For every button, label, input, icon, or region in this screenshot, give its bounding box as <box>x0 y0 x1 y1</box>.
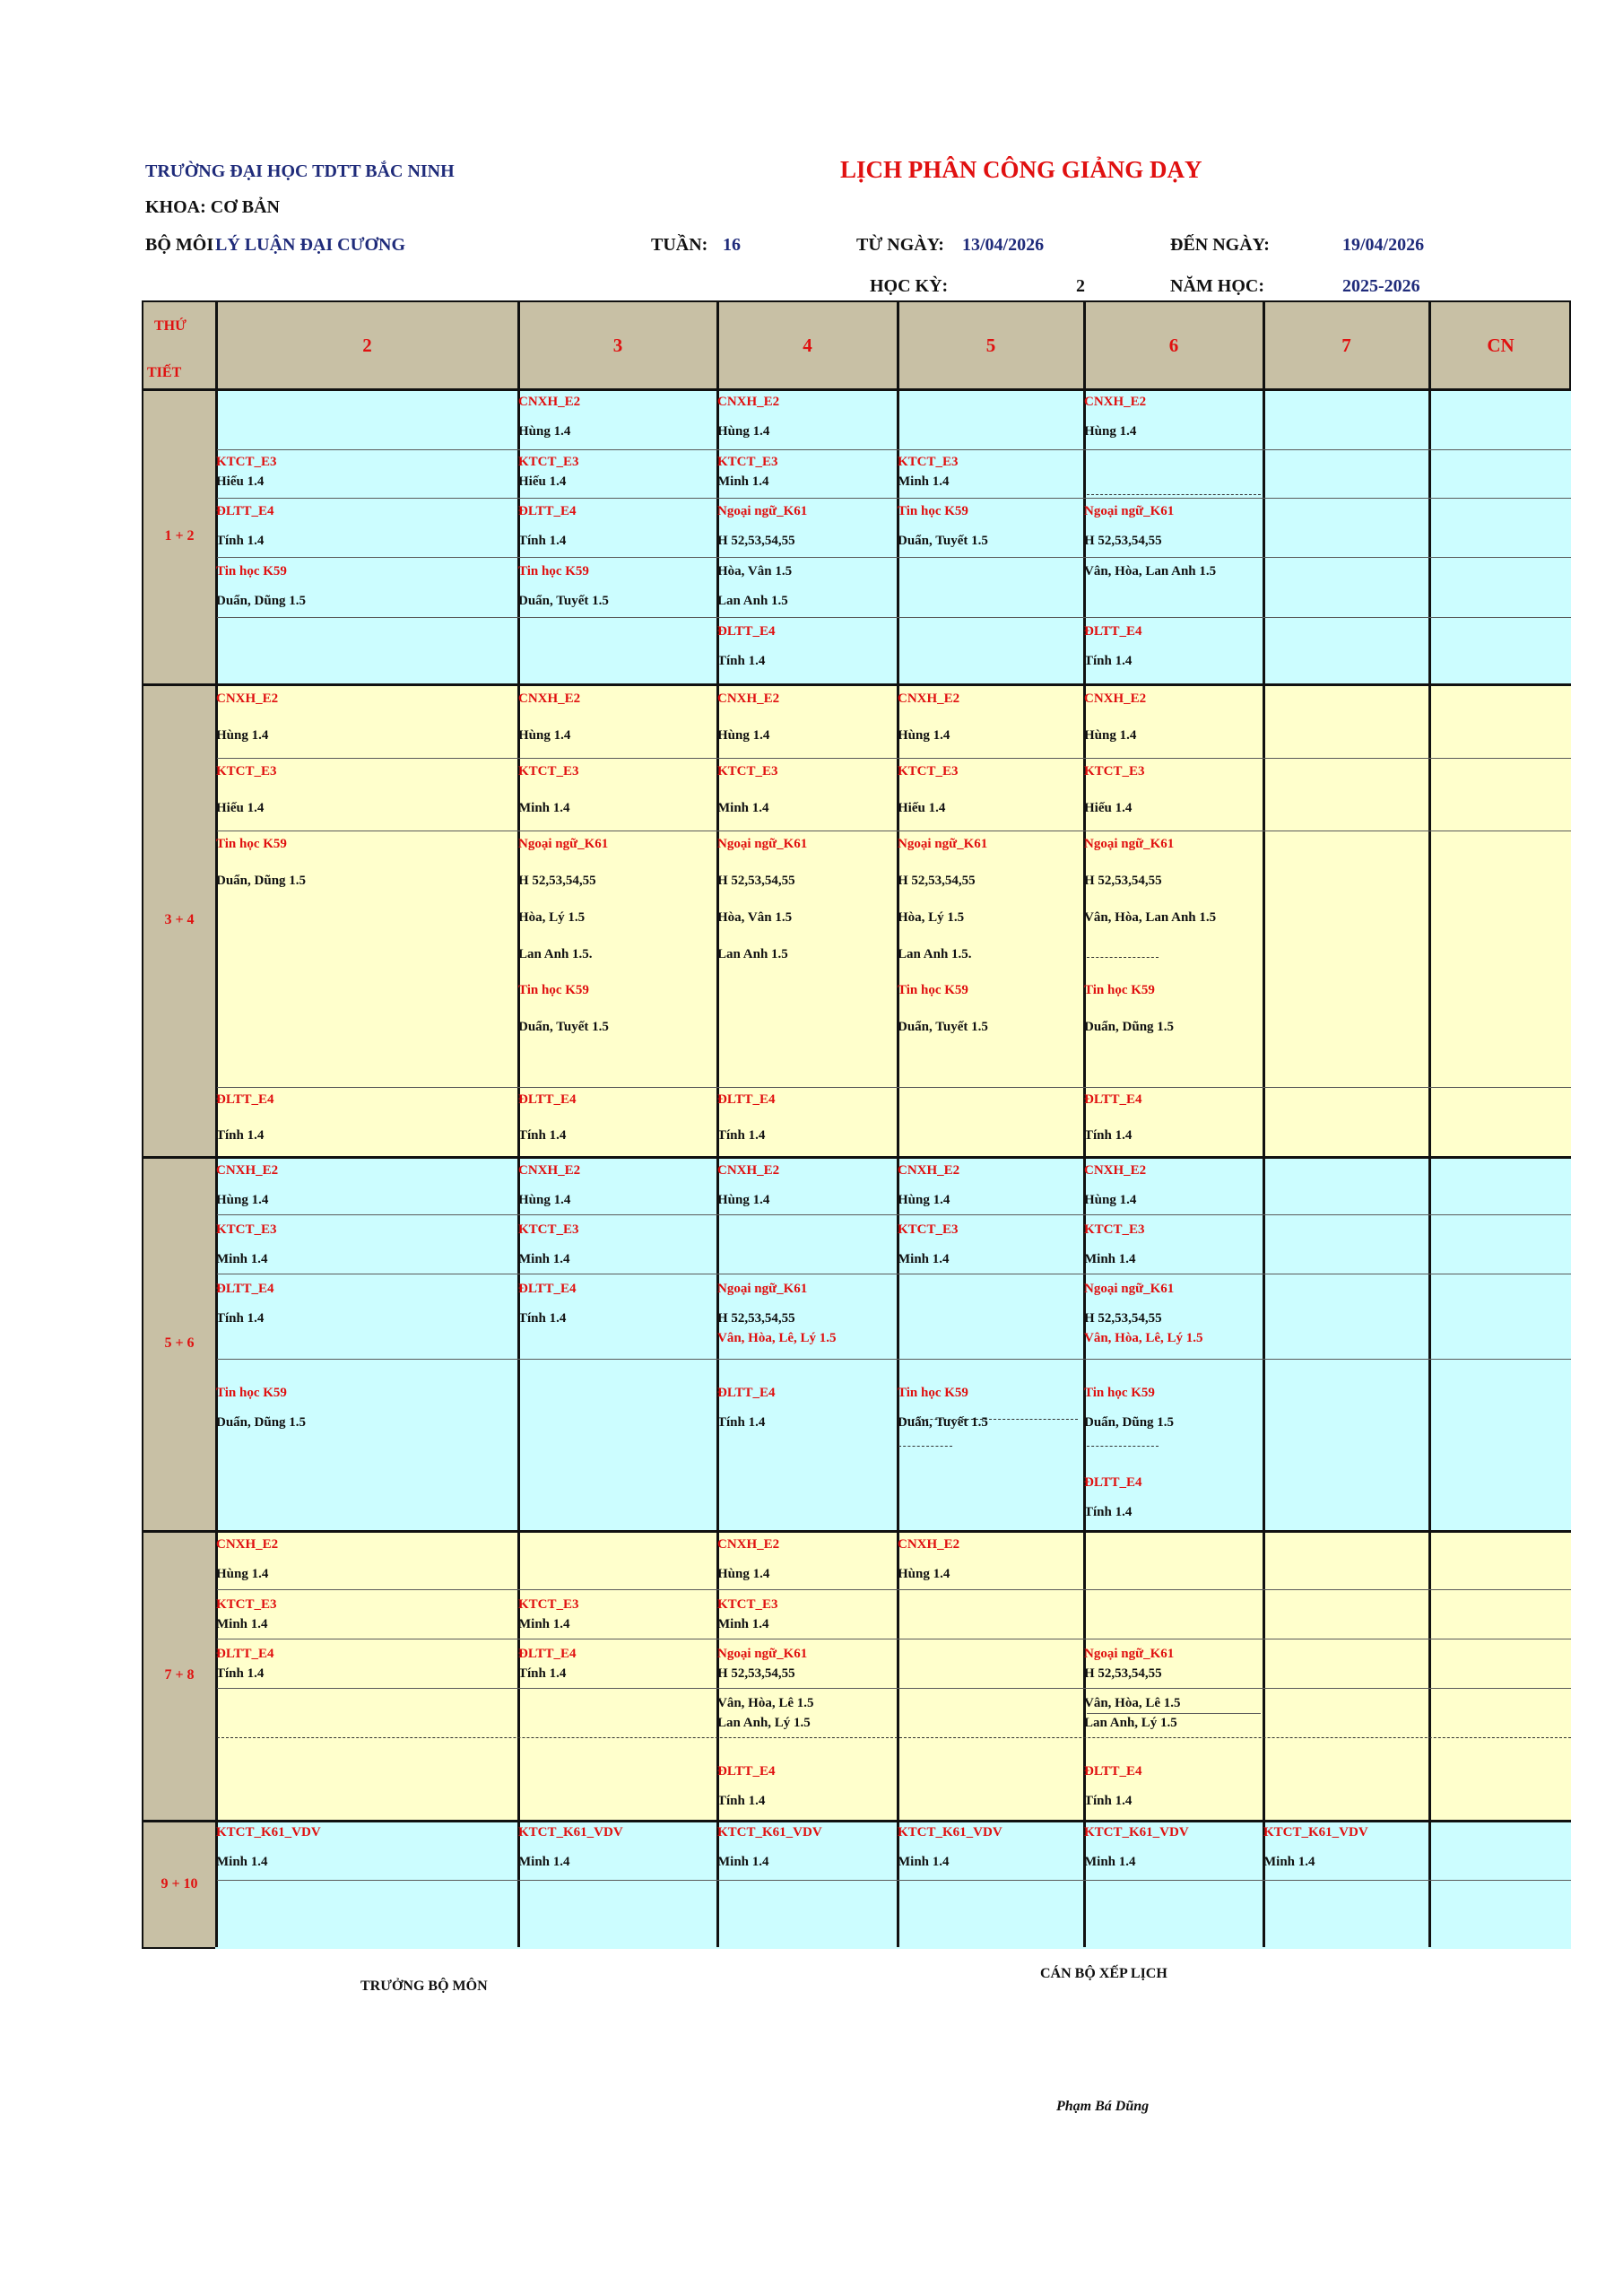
cell-text: KTCT_E3 <box>717 764 778 778</box>
cell-text: Hòa, Vân 1.5 <box>717 910 793 925</box>
cell-text: Ngoại ngữ_K61 <box>717 1282 808 1296</box>
cell-text: Hùng 1.4 <box>518 424 571 439</box>
cell-text: Duẩn, Tuyết 1.5 <box>518 1020 609 1034</box>
cell-text: Vân, Hòa, Lan Anh 1.5 <box>1084 564 1217 578</box>
cell-text: KTCT_E3 <box>717 1597 778 1612</box>
day-header-7: 7 <box>1341 334 1351 356</box>
cell-text: Minh 1.4 <box>216 1617 268 1631</box>
band-periods-1-2 <box>215 388 1571 683</box>
scheduler-label: CÁN BỘ XẾP LỊCH <box>1040 1966 1167 1981</box>
cell-text: Minh 1.4 <box>518 801 570 815</box>
cell-text: CNXH_E2 <box>518 395 581 409</box>
year-label: NĂM HỌC: <box>1170 276 1264 296</box>
cell-text: Hòa, Vân 1.5 <box>717 564 793 578</box>
cell-text: ĐLTT_E4 <box>1084 1764 1142 1779</box>
cell-text: Tin học K59 <box>518 564 589 578</box>
cell-text: ĐLTT_E4 <box>518 504 577 518</box>
cell-text: H 52,53,54,55 <box>1084 1311 1162 1326</box>
cell-text: Ngoại ngữ_K61 <box>1084 1647 1175 1661</box>
cell-text: Hiếu 1.4 <box>216 801 265 815</box>
cell-text: ĐLTT_E4 <box>518 1647 577 1661</box>
cell-text: Vân, Hòa, Lan Anh 1.5 <box>1084 910 1217 925</box>
cell-text: Hùng 1.4 <box>717 1567 770 1581</box>
cell-text: Minh 1.4 <box>518 1617 570 1631</box>
cell-text: KTCT_E3 <box>216 455 277 469</box>
schedule-table <box>142 300 1571 1949</box>
cell-text: ĐLTT_E4 <box>216 1282 274 1296</box>
cell-text: Tính 1.4 <box>216 1128 265 1143</box>
cell-text: Tính 1.4 <box>216 1666 265 1681</box>
band-periods-3-4 <box>215 683 1571 1156</box>
day-header-5: 5 <box>985 334 996 356</box>
day-header-cn: CN <box>1487 334 1515 356</box>
cell-text: Minh 1.4 <box>717 474 769 489</box>
cell-text: CNXH_E2 <box>216 1163 279 1178</box>
cell-text: Tính 1.4 <box>1084 1128 1133 1143</box>
cell-text: Duẩn, Tuyết 1.5 <box>898 534 988 548</box>
cell-text: Ngoại ngữ_K61 <box>518 837 609 851</box>
cell-text: Hiếu 1.4 <box>216 474 265 489</box>
cell-text: H 52,53,54,55 <box>717 534 795 548</box>
cell-text: Hiếu 1.4 <box>518 474 567 489</box>
cell-text: Hùng 1.4 <box>898 1193 950 1207</box>
cell-text: Duẩn, Dũng 1.5 <box>1084 1020 1175 1034</box>
cell-text: ĐLTT_E4 <box>1084 624 1142 639</box>
cell-text: Hùng 1.4 <box>717 728 770 743</box>
period-label-1-2: 1 + 2 <box>164 527 195 544</box>
cell-text: CNXH_E2 <box>518 1163 581 1178</box>
cell-text: Lan Anh 1.5. <box>898 947 972 961</box>
cell-text: Ngoại ngữ_K61 <box>1084 837 1175 851</box>
cell-text: KTCT_K61_VDV <box>518 1825 623 1839</box>
cell-text: ĐLTT_E4 <box>216 1647 274 1661</box>
cell-text: Hiếu 1.4 <box>1084 801 1133 815</box>
cell-text: Vân, Hòa, Lê, Lý 1.5 <box>1084 1331 1203 1345</box>
cell-text: Tin học K59 <box>898 983 968 997</box>
cell-text: Tính 1.4 <box>518 1128 567 1143</box>
cell-text: KTCT_K61_VDV <box>717 1825 822 1839</box>
cell-text: Minh 1.4 <box>898 1252 950 1266</box>
cell-text: CNXH_E2 <box>717 395 780 409</box>
cell-text: Tính 1.4 <box>1084 1505 1133 1519</box>
cell-text: CNXH_E2 <box>1084 691 1147 706</box>
cell-text: ĐLTT_E4 <box>717 1092 776 1107</box>
cell-text: Minh 1.4 <box>717 1855 769 1869</box>
cell-text: Hùng 1.4 <box>216 728 269 743</box>
cell-text: Tính 1.4 <box>717 1794 766 1808</box>
cell-text: Hùng 1.4 <box>216 1193 269 1207</box>
cell-text: CNXH_E2 <box>216 691 279 706</box>
cell-text: Lan Anh, Lý 1.5 <box>1084 1716 1177 1730</box>
from-date-label: TỪ NGÀY: <box>856 235 944 255</box>
cell-text: ĐLTT_E4 <box>717 624 776 639</box>
cell-text: Duẩn, Tuyết 1.5 <box>898 1020 988 1034</box>
cell-text: KTCT_K61_VDV <box>898 1825 1002 1839</box>
cell-text: Tính 1.4 <box>717 654 766 668</box>
cell-text: H 52,53,54,55 <box>1084 874 1162 888</box>
cell-text: CNXH_E2 <box>216 1537 279 1552</box>
cell-text: Minh 1.4 <box>518 1855 570 1869</box>
cell-text: KTCT_E3 <box>518 1597 579 1612</box>
day-header-6: 6 <box>1168 334 1179 356</box>
head-of-dept-label: TRƯỞNG BỘ MÔN <box>360 1979 488 1994</box>
period-label-7-8: 7 + 8 <box>164 1666 195 1683</box>
cell-text: Vân, Hòa, Lê, Lý 1.5 <box>717 1331 837 1345</box>
cell-text: Lan Anh 1.5 <box>717 594 788 608</box>
cell-text: H 52,53,54,55 <box>1084 1666 1162 1681</box>
cell-text: ĐLTT_E4 <box>518 1282 577 1296</box>
cell-text: KTCT_E3 <box>717 455 778 469</box>
from-date-value: 13/04/2026 <box>962 235 1045 255</box>
cell-text: ĐLTT_E4 <box>717 1386 776 1400</box>
cell-text: Minh 1.4 <box>1263 1855 1315 1869</box>
cell-text: KTCT_E3 <box>216 764 277 778</box>
period-label-9-10: 9 + 10 <box>161 1876 198 1892</box>
cell-text: Duẩn, Dũng 1.5 <box>1084 1415 1175 1430</box>
period-label-5-6: 5 + 6 <box>164 1335 195 1351</box>
cell-text: KTCT_E3 <box>1084 764 1145 778</box>
to-date-label: ĐẾN NGÀY: <box>1170 235 1270 255</box>
scheduler-name: Phạm Bá Dũng <box>1056 2099 1150 2114</box>
cell-text: H 52,53,54,55 <box>717 1666 795 1681</box>
cell-text: Minh 1.4 <box>1084 1855 1136 1869</box>
cell-text: Lan Anh, Lý 1.5 <box>717 1716 811 1730</box>
cell-text: Hùng 1.4 <box>898 728 950 743</box>
cell-text: Ngoại ngữ_K61 <box>898 837 988 851</box>
cell-text: CNXH_E2 <box>1084 395 1147 409</box>
band-periods-7-8 <box>215 1530 1571 1820</box>
cell-text: Ngoại ngữ_K61 <box>1084 504 1175 518</box>
cell-text: KTCT_K61_VDV <box>216 1825 321 1839</box>
cell-text: Hùng 1.4 <box>1084 1193 1137 1207</box>
dept-name: LÝ LUẬN ĐẠI CƯƠNG <box>215 235 406 255</box>
week-label: TUẦN: <box>651 235 708 255</box>
cell-text: KTCT_E3 <box>518 455 579 469</box>
cell-text: CNXH_E2 <box>898 1537 960 1552</box>
cell-text: CNXH_E2 <box>717 1537 780 1552</box>
cell-text: Vân, Hòa, Lê 1.5 <box>1084 1696 1181 1710</box>
cell-text: Lan Anh 1.5. <box>518 947 593 961</box>
cell-text: Minh 1.4 <box>216 1855 268 1869</box>
cell-text: H 52,53,54,55 <box>1084 534 1162 548</box>
cell-text: Minh 1.4 <box>898 1855 950 1869</box>
corner-tiet: TIẾT <box>147 365 182 380</box>
cell-text: Hòa, Lý 1.5 <box>898 910 965 925</box>
term-value: 2 <box>1076 276 1085 296</box>
day-header-3: 3 <box>612 334 623 356</box>
cell-text: Tính 1.4 <box>518 534 567 548</box>
cell-text: CNXH_E2 <box>717 1163 780 1178</box>
cell-text: ĐLTT_E4 <box>1084 1092 1142 1107</box>
cell-text: Tin học K59 <box>898 504 968 518</box>
cell-text: KTCT_E3 <box>518 1222 579 1237</box>
cell-text: KTCT_E3 <box>518 764 579 778</box>
cell-text: Vân, Hòa, Lê 1.5 <box>717 1696 814 1710</box>
cell-text: Tin học K59 <box>216 837 287 851</box>
cell-text: Tính 1.4 <box>518 1666 567 1681</box>
cell-text: ĐLTT_E4 <box>717 1764 776 1779</box>
school-name: TRƯỜNG ĐẠI HỌC TDTT BẮC NINH <box>145 161 455 181</box>
corner-thu: THỨ <box>154 318 187 334</box>
term-label: HỌC KỲ: <box>870 276 949 296</box>
cell-text: Tính 1.4 <box>1084 1794 1133 1808</box>
cell-text: ĐLTT_E4 <box>216 504 274 518</box>
cell-text: Hùng 1.4 <box>717 1193 770 1207</box>
day-header-2: 2 <box>362 334 372 356</box>
cell-text: KTCT_E3 <box>216 1222 277 1237</box>
cell-text: Hòa, Lý 1.5 <box>518 910 586 925</box>
cell-text: Lan Anh 1.5 <box>717 947 788 961</box>
cell-text: Ngoại ngữ_K61 <box>1084 1282 1175 1296</box>
cell-text: Minh 1.4 <box>1084 1252 1136 1266</box>
cell-text: Tính 1.4 <box>717 1128 766 1143</box>
cell-text: H 52,53,54,55 <box>717 874 795 888</box>
cell-text: CNXH_E2 <box>898 1163 960 1178</box>
year-value: 2025-2026 <box>1342 276 1420 296</box>
cell-text: Ngoại ngữ_K61 <box>717 1647 808 1661</box>
cell-text: Tin học K59 <box>216 1386 287 1400</box>
cell-text: Minh 1.4 <box>898 474 950 489</box>
cell-text: Ngoại ngữ_K61 <box>717 837 808 851</box>
day-header-4: 4 <box>803 334 812 356</box>
week-value: 16 <box>723 235 741 255</box>
cell-text: Tin học K59 <box>898 1386 968 1400</box>
cell-text: Duẩn, Dũng 1.5 <box>216 1415 307 1430</box>
cell-text: Ngoại ngữ_K61 <box>717 504 808 518</box>
cell-text: Minh 1.4 <box>717 801 769 815</box>
cell-text: Duẩn, Tuyết 1.5 <box>898 1415 988 1430</box>
cell-text: Duẩn, Tuyết 1.5 <box>518 594 609 608</box>
cell-text: Hùng 1.4 <box>216 1567 269 1581</box>
cell-text: Tính 1.4 <box>518 1311 567 1326</box>
cell-text: Tin học K59 <box>216 564 287 578</box>
cell-text: ĐLTT_E4 <box>518 1092 577 1107</box>
cell-text: CNXH_E2 <box>898 691 960 706</box>
cell-text: Hùng 1.4 <box>1084 728 1137 743</box>
cell-text: KTCT_E3 <box>1084 1222 1145 1237</box>
cell-text: Tính 1.4 <box>717 1415 766 1430</box>
period-label-3-4: 3 + 4 <box>164 911 195 927</box>
cell-text: Hùng 1.4 <box>518 1193 571 1207</box>
cell-text: Hùng 1.4 <box>1084 424 1137 439</box>
cell-text: KTCT_K61_VDV <box>1263 1825 1368 1839</box>
cell-text: H 52,53,54,55 <box>717 1311 795 1326</box>
cell-text: Tính 1.4 <box>1084 654 1133 668</box>
cell-text: Duẩn, Dũng 1.5 <box>216 594 307 608</box>
cell-text: KTCT_E3 <box>216 1597 277 1612</box>
faculty: KHOA: CƠ BẢN <box>145 197 280 217</box>
cell-text: Hùng 1.4 <box>898 1567 950 1581</box>
cell-text: CNXH_E2 <box>717 691 780 706</box>
cell-text: Duẩn, Dũng 1.5 <box>216 874 307 888</box>
cell-text: ĐLTT_E4 <box>1084 1475 1142 1490</box>
cell-text: KTCT_E3 <box>898 764 959 778</box>
cell-text: Tính 1.4 <box>216 1311 265 1326</box>
band-periods-5-6 <box>215 1156 1571 1530</box>
cell-text: Hùng 1.4 <box>518 728 571 743</box>
cell-text: CNXH_E2 <box>518 691 581 706</box>
to-date-value: 19/04/2026 <box>1342 235 1425 255</box>
cell-text: Tin học K59 <box>518 983 589 997</box>
cell-text: CNXH_E2 <box>1084 1163 1147 1178</box>
cell-text: Hùng 1.4 <box>717 424 770 439</box>
cell-text: Tin học K59 <box>1084 1386 1155 1400</box>
cell-text: Minh 1.4 <box>518 1252 570 1266</box>
cell-text: KTCT_E3 <box>898 455 959 469</box>
cell-text: H 52,53,54,55 <box>518 874 596 888</box>
cell-text: Minh 1.4 <box>717 1617 769 1631</box>
dept-label: BỘ MÔI <box>145 235 214 255</box>
cell-text: H 52,53,54,55 <box>898 874 976 888</box>
cell-text: KTCT_E3 <box>898 1222 959 1237</box>
cell-text: Minh 1.4 <box>216 1252 268 1266</box>
cell-text: Tính 1.4 <box>216 534 265 548</box>
cell-text: ĐLTT_E4 <box>216 1092 274 1107</box>
cell-text: Hiếu 1.4 <box>898 801 946 815</box>
page-title: LỊCH PHÂN CÔNG GIẢNG DẠY <box>840 156 1202 183</box>
cell-text: KTCT_K61_VDV <box>1084 1825 1189 1839</box>
cell-text: Tin học K59 <box>1084 983 1155 997</box>
